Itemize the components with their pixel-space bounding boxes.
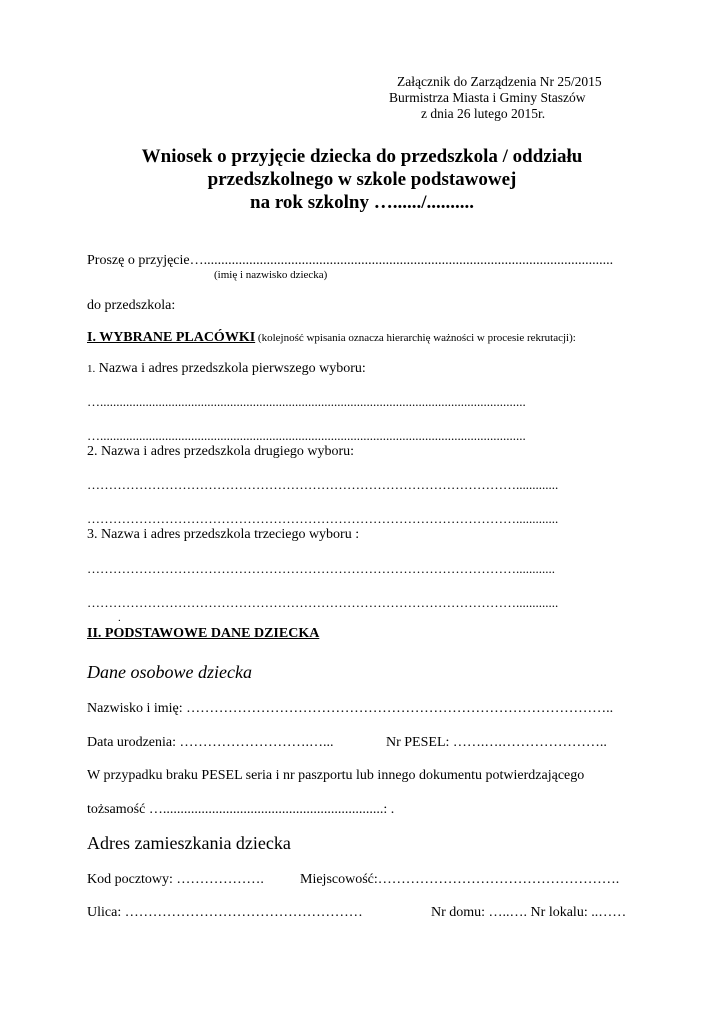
choice1-number: 1. — [87, 363, 96, 375]
choice3-label: 3. Nazwa i adres przedszkola trzeciego wyboru : — [87, 527, 360, 542]
choice1-field-line1[interactable]: …................................................................................................................................... — [87, 394, 526, 409]
house-apartment-field[interactable]: Nr domu: …..…. Nr lokalu: ..…… — [431, 905, 627, 920]
city-field[interactable]: Miejscowość:……………………………………………. — [300, 872, 620, 887]
form-title-line2: przedszkolnego w szkole podstawowej — [207, 169, 517, 190]
form-title-line1: Wniosek o przyjęcie dziecka do przedszkola / oddziału — [141, 146, 583, 167]
choice2-field-line1[interactable]: ………………………………………………………………………………………............. — [87, 477, 559, 492]
child-name-field[interactable]: Proszę o przyjęcie…..................................................................................................................... — [87, 253, 614, 268]
personal-data-heading: Dane osobowe dziecka — [87, 662, 252, 682]
birth-date-field[interactable]: Data urodzenia: ……………………….…... — [87, 735, 334, 750]
choice1-field-line2[interactable]: …................................................................................................................................... — [87, 428, 526, 443]
stray-dot: . — [118, 612, 121, 624]
section1-heading: I. WYBRANE PLACÓWKI — [87, 330, 256, 345]
identity-document-field[interactable]: tożsamość …...............................................................: . — [87, 802, 395, 817]
header-date: z dnia 26 lutego 2015r. — [421, 106, 546, 121]
section1-heading-row — [87, 328, 576, 346]
child-name-hint: (imię i nazwisko dziecka) — [214, 269, 328, 281]
choice3-field-line1[interactable]: ………………………………………………………………………………………............ — [87, 561, 555, 576]
no-pesel-note: W przypadku braku PESEL seria i nr paszportu lub innego dokumentu potwierdzającego — [87, 768, 585, 783]
do-przedszkola-label: do przedszkola: — [87, 298, 176, 313]
header-attachment: Załącznik do Zarządzenia Nr 25/2015 — [397, 74, 602, 89]
section1-note: (kolejność wpisania oznacza hierarchię ważności w procesie rekrutacji): — [255, 332, 576, 344]
choice2-field-line2[interactable]: ………………………………………………………………………………………............. — [87, 511, 559, 526]
choice1-label: Nazwa i adres przedszkola pierwszego wyboru: — [95, 361, 366, 376]
choice1-label-row — [87, 360, 366, 377]
address-heading: Adres zamieszkania dziecka — [87, 833, 291, 853]
choice3-field-line2[interactable]: ………………………………………………………………………………………............. — [87, 595, 559, 610]
header-mayor: Burmistrza Miasta i Gminy Staszów — [389, 90, 586, 105]
pesel-field[interactable]: Nr PESEL: …….….………………….. — [386, 735, 607, 750]
surname-name-field[interactable]: Nazwisko i imię: ……………………………………………………………………………….. — [87, 701, 614, 716]
street-field[interactable]: Ulica: …………………………………………… — [87, 905, 363, 920]
postal-code-field[interactable]: Kod pocztowy: ………………. — [87, 872, 264, 887]
section2-heading: II. PODSTAWOWE DANE DZIECKA — [87, 626, 320, 641]
choice2-label: 2. Nazwa i adres przedszkola drugiego wyboru: — [87, 444, 355, 459]
form-title-line3: na rok szkolny …....../.......... — [250, 192, 474, 213]
